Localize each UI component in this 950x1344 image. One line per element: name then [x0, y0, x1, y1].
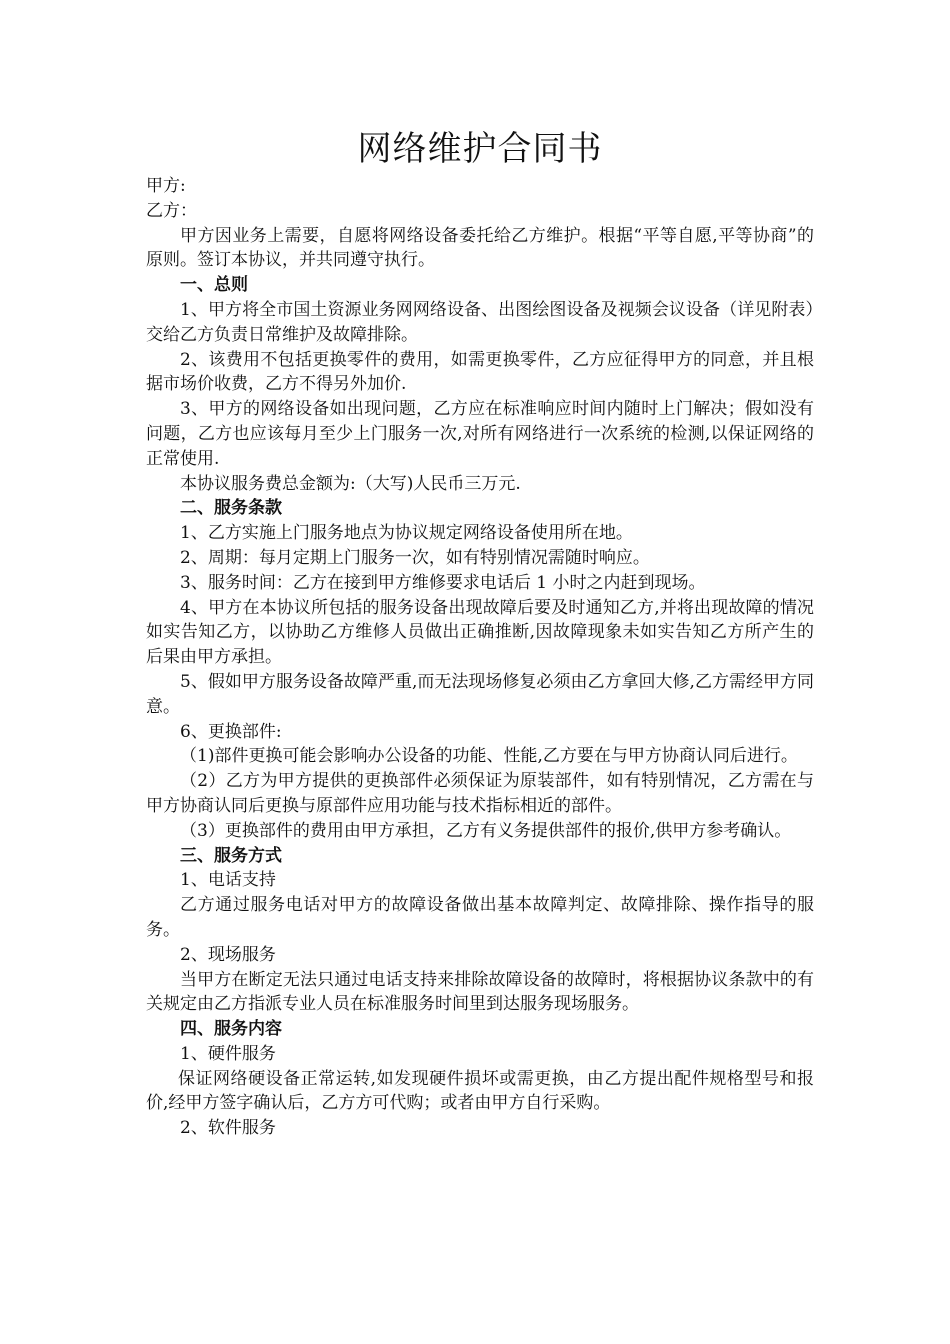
clause-paragraph: 5、假如甲方服务设备故障严重,而无法现场修复必须由乙方拿回大修,乙方需经甲方同意。	[146, 671, 814, 717]
sub-clause-paragraph: （2）乙方为甲方提供的更换部件必须保证为原装部件，如有特别情况，乙方需在与甲方协商认同后更换与原部件应用功能与技术指标相近的部件。	[146, 771, 814, 816]
clause-paragraph: 1、乙方实施上门服务地点为协议规定网络设备使用所在地。	[180, 523, 633, 544]
section-heading-general: 一、总则	[180, 275, 248, 296]
clause-paragraph: 2、软件服务	[180, 1118, 276, 1139]
clause-paragraph: 3、甲方的网络设备如出现问题，乙方应在标准响应时间内随时上门解决；假如没有问题，乙方也应该每月至少上门服务一次,对所有网络进行一次系统的检测,以保证网络的正常使用.	[146, 399, 814, 469]
clause-paragraph: 1、甲方将全市国土资源业务网网络设备、出图绘图设备及视频会议设备（详见附表）交给乙方负责日常维护及故障排除。	[146, 299, 814, 345]
party-b-line: 乙方：	[146, 200, 197, 221]
clause-paragraph: 1、硬件服务	[180, 1043, 276, 1064]
fee-paragraph: 本协议服务费总金额为:（大写)人民币三万元.	[180, 473, 521, 494]
clause-paragraph: 6、更换部件:	[180, 721, 282, 742]
clause-paragraph: 当甲方在断定无法只通过电话支持来排除故障设备的故障时，将根据协议条款中的有关规定由乙方指派专业人员在标准服务时间里到达服务现场服务。	[146, 969, 814, 1015]
clause-paragraph: 3、服务时间：乙方在接到甲方维修要求电话后 1 小时之内赶到现场。	[180, 572, 706, 593]
clause-paragraph: 2、现场服务	[180, 944, 276, 965]
clause-paragraph: 2、周期：每月定期上门服务一次，如有特别情况需随时响应。	[180, 547, 650, 568]
sub-clause-paragraph: （3）更换部件的费用由甲方承担，乙方有义务提供部件的报价,供甲方参考确认。	[180, 820, 792, 841]
sub-clause-paragraph: （1)部件更换可能会影响办公设备的功能、性能,乙方要在与甲方协商认同后进行。	[180, 746, 798, 767]
section-heading-methods: 三、服务方式	[180, 845, 282, 866]
clause-paragraph: 2、该费用不包括更换零件的费用，如需更换零件，乙方应征得甲方的同意，并且根据市场价收费，乙方不得另外加价.	[146, 349, 814, 395]
clause-paragraph: 保证网络硬设备正常运转,如发现硬件损坏或需更换，由乙方提出配件规格型号和报价,经甲方签字确认后，乙方方可代购；或者由甲方自行采购。	[146, 1068, 814, 1114]
preamble-paragraph: 甲方因业务上需要，自愿将网络设备委托给乙方维护。根据“平等自愿,平等协商”的原则。签订本协议，并共同遵守执行。	[146, 225, 814, 271]
clause-paragraph: 4、甲方在本协议所包括的服务设备出现故障后要及时通知乙方,并将出现故障的情况如实告知乙方，以协助乙方维修人员做出正确推断,因故障现象未如实告知乙方所产生的后果由甲方承担。	[146, 597, 814, 668]
section-heading-content: 四、服务内容	[180, 1019, 282, 1040]
party-a-line: 甲方:	[146, 176, 186, 196]
section-heading-terms: 二、服务条款	[180, 498, 282, 519]
document-title: 网络维护合同书	[357, 129, 603, 169]
clause-paragraph: 1、电话支持	[180, 870, 276, 891]
clause-paragraph: 乙方通过服务电话对甲方的故障设备做出基本故障判定、故障排除、操作指导的服务。	[146, 895, 814, 940]
